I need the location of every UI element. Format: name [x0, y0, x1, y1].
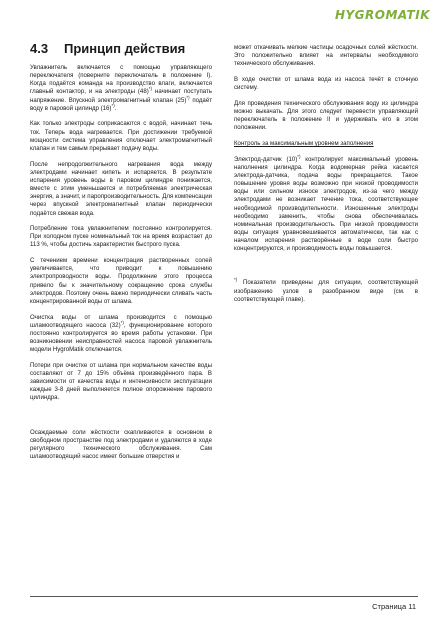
paragraph: Очистка воды от шлама производится с помощью шламоотводящего насоса (32)*), функционирование которого постоянно контролируется во время работы установки. При возникновении неисправностей насоса паровой увлажнитель модели HygroMatik отключается.: [30, 313, 212, 354]
right-column: [234, 44, 418, 311]
paragraph: Потребление тока увлажнителем постоянно контролируется. При холодном пуске номинальный ток на время возрастает до 113 %, чтобы достичь характеристик быстрого пуска.: [30, 225, 212, 249]
left-column: [30, 64, 212, 469]
section-title: [30, 41, 185, 56]
paragraph: Электрод-датчик (10)*) контролирует максимальный уровень наполнения цилиндра. Когда водомерная рейка касается электрода-датчика, подача воды прекращается. Такое повышение уровня воды возможно при низкой проводимости воды или сильном износе электродов, из-за чего между электродами не возникает течение тока, соответствующее необходимой производительности. Изношенные электроды необходимо заменить, чтобы снова обеспечивалась номинальная производительность. При низкой проводимости воды ситуация уравновешивается автоматически, так как с началом испарения растворённые в воде соли быстро концентрируются, и производимость воды повышается.: [234, 153, 418, 253]
logo-part-1: HYGRO: [334, 8, 386, 22]
section-number: 4.3: [30, 41, 49, 56]
footnote: *) Показатели приведены для ситуации, соответствующей изображению узлов в разобранном виде (см. в соответствующей главе).: [234, 277, 418, 303]
footer-divider: [30, 596, 418, 597]
paragraph: Осаждаемые соли жёсткости скапливаются в основном в свободном пространстве под электродами и удаляются в ходе регулярного технического обслуживания. Сам шламоотводящий насос имеет большие отверстия и: [30, 428, 212, 461]
subheading-max-level: Контроль за максимальным уровнем заполнения: [234, 139, 374, 147]
paragraph: Для проведения технического обслуживания воду из цилиндра можно выкачать. Для этого следует перевести управляющий переключатель в положение II и удерживать его в этом положении.: [234, 99, 418, 132]
paragraph: С течением времени концентрация растворенных солей увеличивается, что приводит к повышению электропроводности воды. Продолжение этого процесса привело бы к значительному сокращению срока службы электродов. Поэтому очень важно периодически сливать часть концентрированной воды от шлама.: [30, 257, 212, 305]
section-title-text: Принцип действия: [64, 41, 186, 56]
paragraph: После непродолжительного нагревания вода между электродами начинает кипеть и испаряется. В результате испарения уровень воды в паровом цилиндре понижается, вместе с этим уменьшается и потребляемая электрическая энергия, а значит, и паропроизводительность. Для компенсации через впускной электромагнитный клапан периодически подаётся свежая вода.: [30, 160, 212, 217]
page-number: Страница 11: [372, 602, 416, 611]
hygromatik-logo: [335, 8, 430, 22]
page-header: [0, 0, 446, 30]
paragraph: Как только электроды соприкасаются с водой, начинает течь ток. Теперь вода нагревается. При достижении требуемой мощности система управления отключает электромагнитный клапан и тем самым прерывает подачу воды.: [30, 120, 212, 152]
paragraph: Увлажнитель включается с помощью управляющего переключателя (поверните переключатель в положение I). Когда подаётся команда на производство влаги, включается главный контактор, и на электроды (48)*) начинает поступать напряжение. Впускной электромагнитный клапан (25)*) подаёт воду в паровой цилиндр (16)*).: [30, 64, 213, 112]
paragraph: В ходе очистки от шлама вода из насоса течёт в сточную систему.: [234, 75, 418, 92]
paragraph: может откачивать мелкие частицы осадочных солей жёсткости. Это положительно влияет на интервалы необходимого технического обслуживания.: [234, 44, 418, 68]
logo-part-2: MATIK: [385, 8, 430, 22]
paragraph: Потери при очистке от шлама при нормальном качестве воды составляют от 7 до 15% объёма произведённого пара. В зависимости от качества воды и интенсивности эксплуатации каждые 3-8 дней выполняется полное опорожнение парового цилиндра.: [30, 361, 212, 402]
